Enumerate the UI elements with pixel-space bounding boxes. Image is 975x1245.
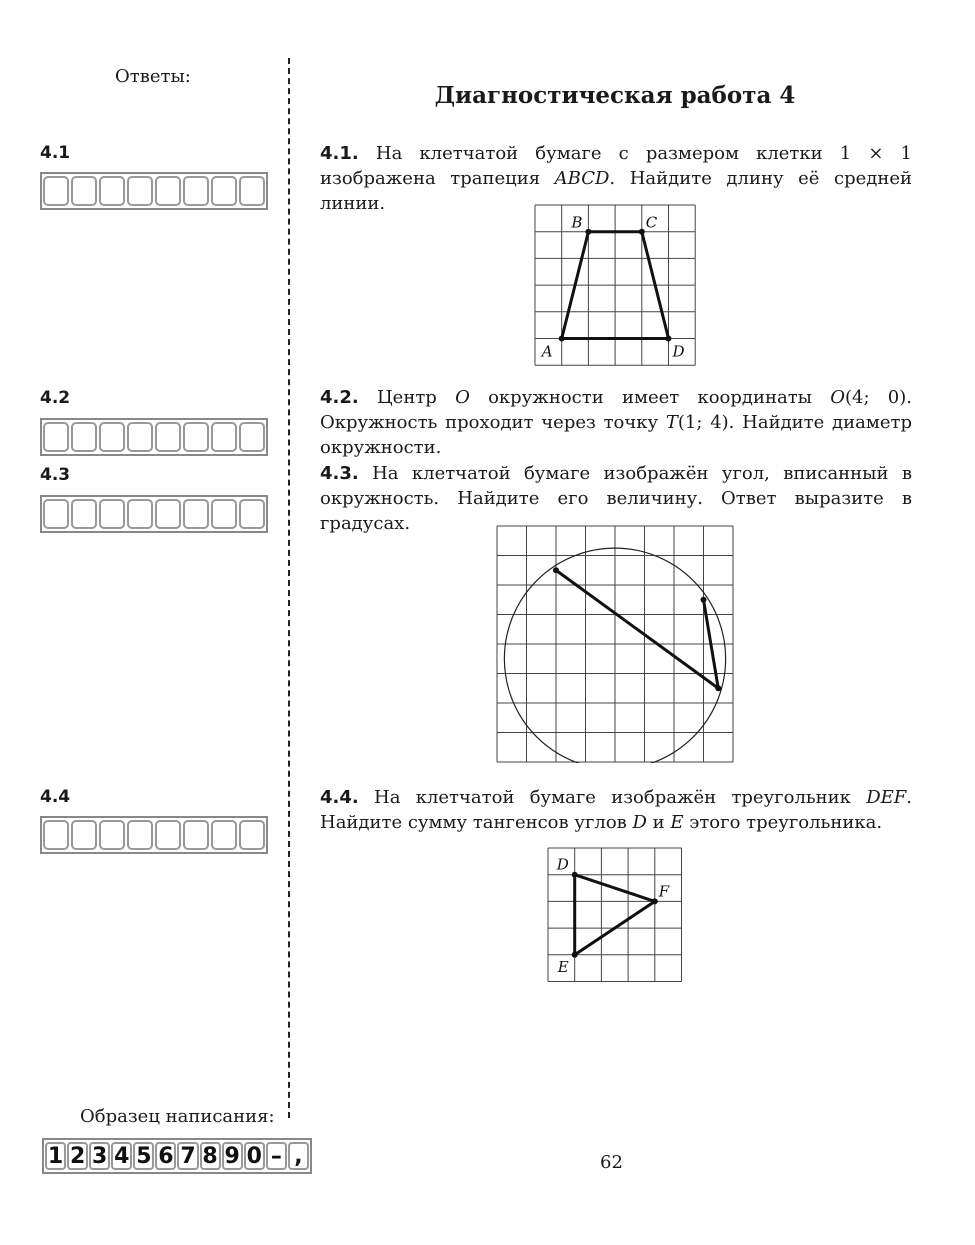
task-number: 4.4. bbox=[320, 787, 359, 808]
task-text: На клетчатой бумаге с размером клетки 1 × 1 изображена трапеция bbox=[320, 143, 912, 189]
answer-label-4-3: 4.3 bbox=[40, 465, 71, 485]
answer-cell[interactable] bbox=[99, 422, 125, 452]
answers-title: Ответы: bbox=[115, 66, 191, 87]
answer-cell[interactable] bbox=[99, 820, 125, 850]
task-text: этого треугольника. bbox=[683, 812, 883, 833]
dashed-divider bbox=[288, 58, 290, 1118]
label-a: A bbox=[541, 342, 553, 361]
answer-cell[interactable] bbox=[43, 820, 69, 850]
answer-cell[interactable] bbox=[43, 422, 69, 452]
label-c: C bbox=[645, 213, 658, 232]
answer-label-4-2: 4.2 bbox=[40, 388, 71, 408]
answer-cell[interactable] bbox=[211, 176, 237, 206]
angle-sides bbox=[556, 570, 718, 688]
task-number: 4.1. bbox=[320, 143, 359, 164]
answer-cell[interactable] bbox=[43, 499, 69, 529]
task-var: T bbox=[665, 412, 678, 433]
task-number: 4.2. bbox=[320, 387, 359, 408]
sample-row bbox=[42, 1138, 312, 1174]
sample-char: 2 bbox=[67, 1142, 88, 1170]
page-title: Диагностическая работа 4 bbox=[434, 82, 796, 109]
answer-cell[interactable] bbox=[43, 176, 69, 206]
answer-cell[interactable] bbox=[71, 499, 97, 529]
answer-cell[interactable] bbox=[239, 422, 265, 452]
task-var: ABCD bbox=[554, 168, 610, 189]
task-number: 4.3. bbox=[320, 463, 359, 484]
answer-field-4-1[interactable] bbox=[40, 172, 268, 210]
answer-cell[interactable] bbox=[239, 176, 265, 206]
answer-label-4-1: 4.1 bbox=[40, 143, 71, 163]
task-text: На клетчатой бумаге изображён треугольник bbox=[374, 787, 867, 808]
label-f: F bbox=[658, 882, 670, 901]
vertex-dot bbox=[559, 336, 565, 342]
sample-char: 9 bbox=[222, 1142, 243, 1170]
task-4-2 bbox=[320, 385, 912, 460]
vertex-dot bbox=[652, 898, 658, 904]
vertex-dot bbox=[666, 336, 672, 342]
task-text: окружности имеет координаты bbox=[469, 387, 831, 408]
vertex-dot bbox=[585, 229, 591, 235]
answer-cell[interactable] bbox=[211, 499, 237, 529]
answer-cell[interactable] bbox=[183, 422, 209, 452]
answer-field-4-4[interactable] bbox=[40, 816, 268, 854]
sample-char: , bbox=[288, 1142, 309, 1170]
task-var: E bbox=[670, 812, 684, 833]
task-4-4 bbox=[320, 785, 912, 835]
vertex-points bbox=[572, 872, 658, 958]
answer-field-4-2[interactable] bbox=[40, 418, 268, 456]
answer-cell[interactable] bbox=[155, 176, 181, 206]
triangle-shape bbox=[575, 875, 655, 955]
task-var: DEF bbox=[866, 787, 907, 808]
answer-cell[interactable] bbox=[155, 820, 181, 850]
answer-cell[interactable] bbox=[239, 820, 265, 850]
triangle-figure bbox=[547, 847, 683, 983]
vertex-dot bbox=[572, 872, 578, 878]
vertex-dot bbox=[572, 952, 578, 958]
answer-cell[interactable] bbox=[71, 422, 97, 452]
task-text: Центр bbox=[376, 387, 456, 408]
sample-char: 1 bbox=[45, 1142, 66, 1170]
answer-cell[interactable] bbox=[155, 422, 181, 452]
answer-cell[interactable] bbox=[99, 176, 125, 206]
trapezoid-figure bbox=[534, 204, 696, 366]
answer-cell[interactable] bbox=[127, 422, 153, 452]
label-d: D bbox=[556, 855, 569, 874]
answer-cell[interactable] bbox=[127, 176, 153, 206]
sample-char: 7 bbox=[177, 1142, 198, 1170]
sample-label: Образец написания: bbox=[80, 1106, 275, 1127]
label-e: E bbox=[557, 957, 569, 976]
page-number: 62 bbox=[600, 1152, 623, 1173]
answer-cell[interactable] bbox=[239, 499, 265, 529]
task-text: (1; 4). Найдите диаметр окружности. bbox=[320, 412, 913, 458]
answer-field-4-3[interactable] bbox=[40, 495, 268, 533]
sample-char: 0 bbox=[244, 1142, 265, 1170]
vertex-dot bbox=[715, 685, 721, 691]
label-d: D bbox=[672, 342, 685, 361]
grid bbox=[497, 526, 733, 762]
vertex-dot bbox=[701, 597, 707, 603]
sample-char: 6 bbox=[155, 1142, 176, 1170]
task-text: и bbox=[646, 812, 671, 833]
inscribed-angle-figure bbox=[496, 525, 734, 763]
answer-cell[interactable] bbox=[99, 499, 125, 529]
sample-char: 4 bbox=[111, 1142, 132, 1170]
answer-cell[interactable] bbox=[127, 820, 153, 850]
sample-char: 5 bbox=[133, 1142, 154, 1170]
sample-char: – bbox=[266, 1142, 287, 1170]
answer-cell[interactable] bbox=[211, 422, 237, 452]
answer-cell[interactable] bbox=[155, 499, 181, 529]
answer-label-4-4: 4.4 bbox=[40, 787, 71, 807]
grid bbox=[535, 205, 695, 365]
vertex-dot bbox=[553, 567, 559, 573]
answer-cell[interactable] bbox=[211, 820, 237, 850]
answer-cell[interactable] bbox=[127, 499, 153, 529]
vertex-dot bbox=[639, 229, 645, 235]
task-var: D bbox=[632, 812, 647, 833]
answer-cell[interactable] bbox=[71, 176, 97, 206]
task-text: . Найдите сумму тангенсов углов bbox=[320, 787, 912, 833]
task-text: . Найдите длину её средней линии. bbox=[320, 168, 912, 214]
sample-char: 3 bbox=[89, 1142, 110, 1170]
answer-cell[interactable] bbox=[71, 820, 97, 850]
task-var: O bbox=[830, 387, 845, 408]
task-var: O bbox=[455, 387, 470, 408]
task-text: (4; 0). Окружность проходит через точку bbox=[320, 387, 912, 433]
answer-cell[interactable] bbox=[183, 499, 209, 529]
label-b: B bbox=[571, 213, 583, 232]
task-text: На клетчатой бумаге изображён угол, вписанный в окружность. Найдите его величину. Ответ выразите в градусах. bbox=[320, 463, 912, 534]
answer-cell[interactable] bbox=[183, 176, 209, 206]
sample-char: 8 bbox=[200, 1142, 221, 1170]
answer-cell[interactable] bbox=[183, 820, 209, 850]
